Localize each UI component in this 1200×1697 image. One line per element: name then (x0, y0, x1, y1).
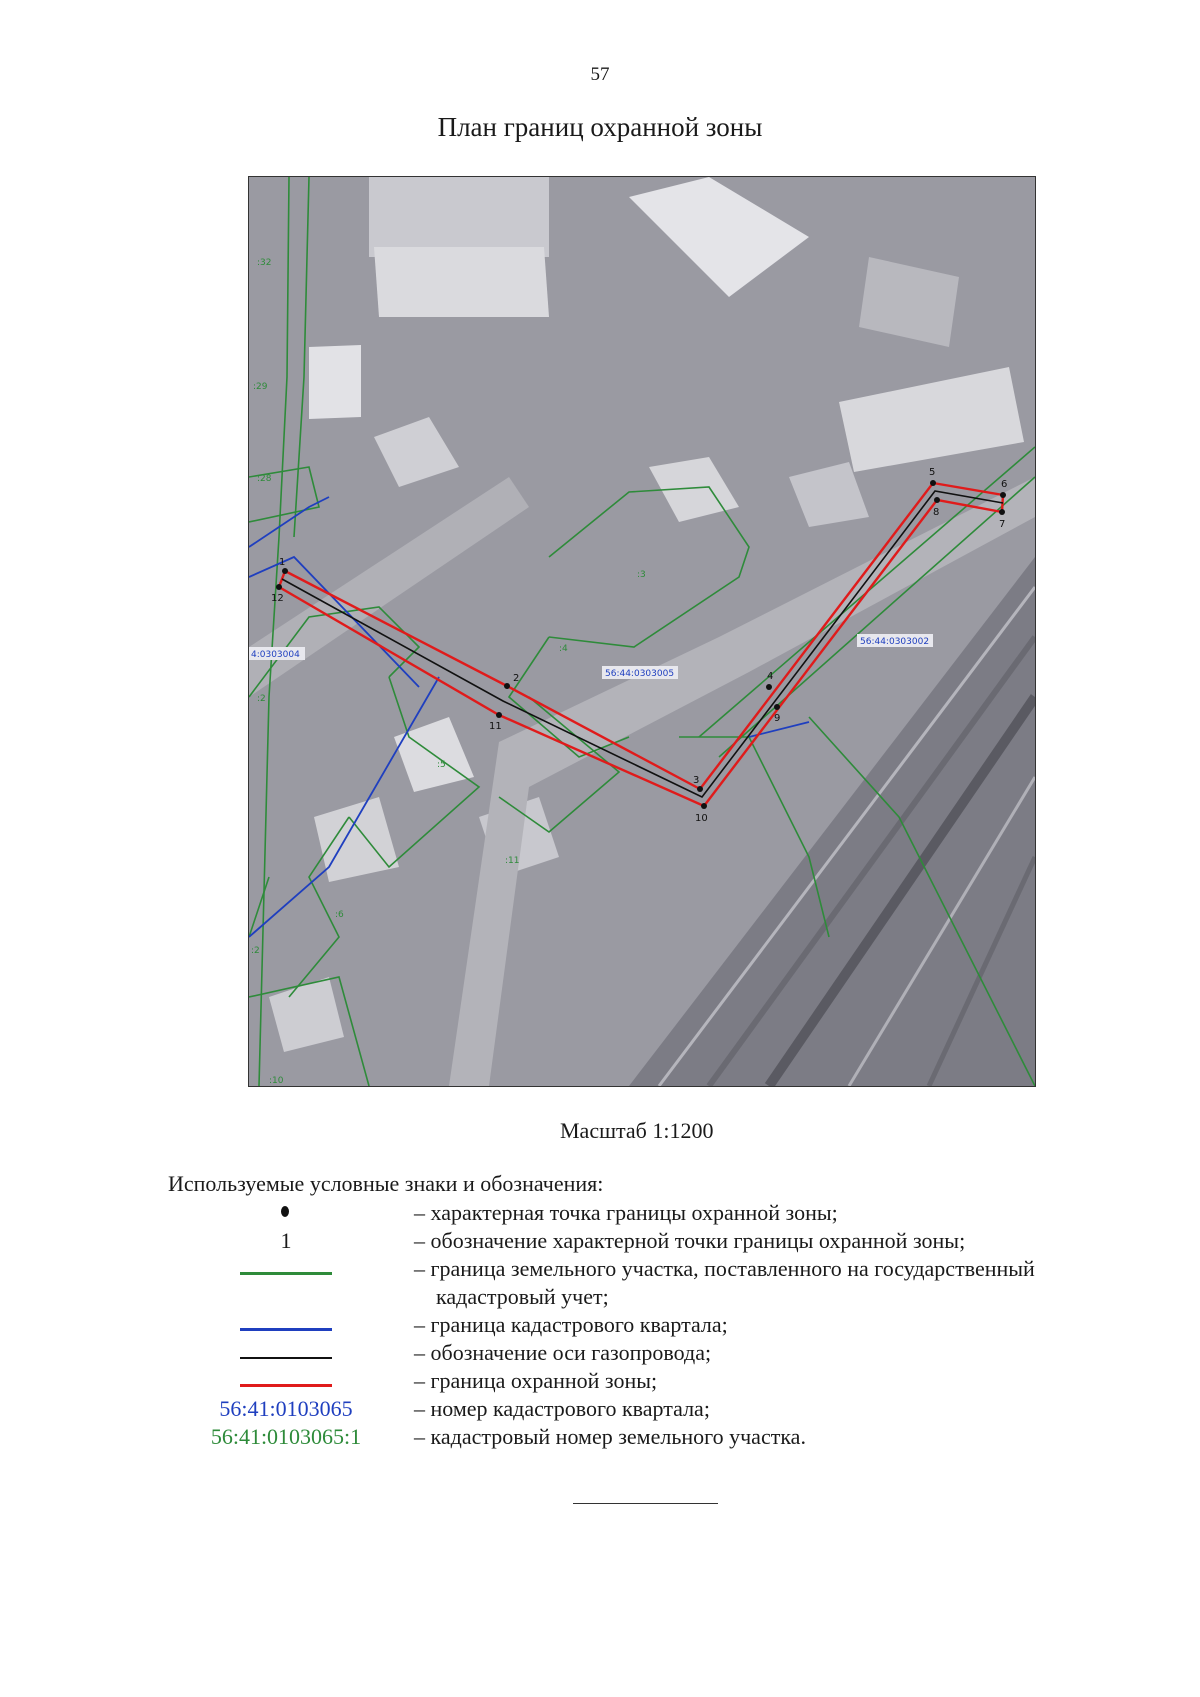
parcel-label: :28 (257, 474, 272, 484)
parcel-label: :32 (257, 258, 272, 268)
zone-point[interactable] (697, 786, 703, 792)
zone-point[interactable] (774, 704, 780, 710)
legend-row-quarter-number (0, 1395, 1200, 1423)
quarter-label: 56:44:0303002 (860, 637, 930, 647)
red-line-icon (240, 1384, 332, 1387)
zone-point[interactable] (934, 497, 940, 503)
parcel-label: :2 (251, 946, 260, 956)
point-label: 2 (513, 673, 520, 684)
legend-row-quarter-boundary (0, 1311, 1200, 1339)
zone-point[interactable] (504, 683, 510, 689)
zone-point[interactable] (766, 684, 772, 690)
legend-desc: – обозначение характерной точки границы охранной зоны; (414, 1228, 966, 1253)
zone-point[interactable] (999, 509, 1005, 515)
point-label: 1 (279, 557, 286, 568)
point-label: 10 (695, 813, 708, 824)
zone-point[interactable] (930, 480, 936, 486)
legend-row-parcel-boundary (0, 1255, 1200, 1311)
parcel-label: :11 (505, 856, 520, 866)
parcel-label: :5 (437, 760, 446, 770)
parcel-label: :29 (253, 382, 268, 392)
green-line-icon (240, 1272, 332, 1275)
legend-symbol (170, 1199, 402, 1227)
cadastral-map[interactable] (249, 177, 1035, 1086)
point-label: 8 (933, 507, 940, 518)
legend-row-point-label (0, 1227, 1200, 1255)
legend-desc: – обозначение оси газопровода; (414, 1340, 712, 1365)
parcel-label: :10 (269, 1076, 284, 1086)
point-label: 7 (999, 519, 1006, 530)
footer-divider (573, 1503, 718, 1504)
legend-symbol (170, 1339, 402, 1367)
zone-point[interactable] (1000, 492, 1006, 498)
legend-symbol-text: 56:41:0103065 (219, 1396, 353, 1421)
zone-point[interactable] (496, 712, 502, 718)
point-marker-icon (281, 1206, 289, 1217)
black-line-icon (240, 1357, 332, 1359)
legend-title: Используемые условные знаки и обозначения: (168, 1171, 604, 1196)
legend-symbol-text: 56:41:0103065:1 (210, 1424, 362, 1449)
legend-row-zone-boundary (0, 1367, 1200, 1395)
point-label: 6 (1001, 479, 1008, 490)
parcel-label: :3 (637, 570, 646, 580)
map-frame[interactable] (248, 176, 1036, 1087)
legend-row-parcel-number (0, 1423, 1200, 1451)
legend-row-pipeline-axis (0, 1339, 1200, 1367)
point-label: 3 (693, 775, 700, 786)
legend-desc: – граница земельного участка, поставленного на государственный (414, 1256, 1035, 1281)
legend-desc-continued: кадастровый учет; (436, 1284, 609, 1309)
blue-line-icon (240, 1328, 332, 1331)
parcel-label: :2 (257, 694, 266, 704)
legend-desc: – характерная точка границы охранной зоны; (414, 1200, 838, 1225)
legend-symbol (170, 1367, 402, 1395)
point-label: 5 (929, 467, 936, 478)
parcel-label: :6 (335, 910, 344, 920)
zone-point[interactable] (276, 584, 282, 590)
legend-desc: – номер кадастрового квартала; (414, 1396, 710, 1421)
page-number: 57 (590, 64, 610, 85)
zone-point[interactable] (282, 568, 288, 574)
legend-symbol-text: 1 (280, 1228, 292, 1253)
point-label: 12 (271, 593, 284, 604)
legend-symbol (170, 1255, 402, 1283)
legend-desc: – кадастровый номер земельного участка. (414, 1424, 806, 1449)
quarter-label: 4:0303004 (251, 650, 300, 660)
point-label: 9 (774, 713, 781, 724)
legend-row-point (0, 1199, 1200, 1227)
parcel-label: :4 (559, 644, 568, 654)
page-title: План границ охранной зоны (437, 112, 763, 142)
legend-desc: – граница охранной зоны; (414, 1368, 658, 1393)
legend-desc: – граница кадастрового квартала; (414, 1312, 728, 1337)
map-scale: Масштаб 1:1200 (560, 1118, 714, 1143)
point-label: 11 (489, 721, 502, 732)
legend-symbol (170, 1311, 402, 1339)
quarter-label: 56:44:0303005 (605, 669, 675, 679)
zone-point[interactable] (701, 803, 707, 809)
point-label: 4 (767, 671, 774, 682)
